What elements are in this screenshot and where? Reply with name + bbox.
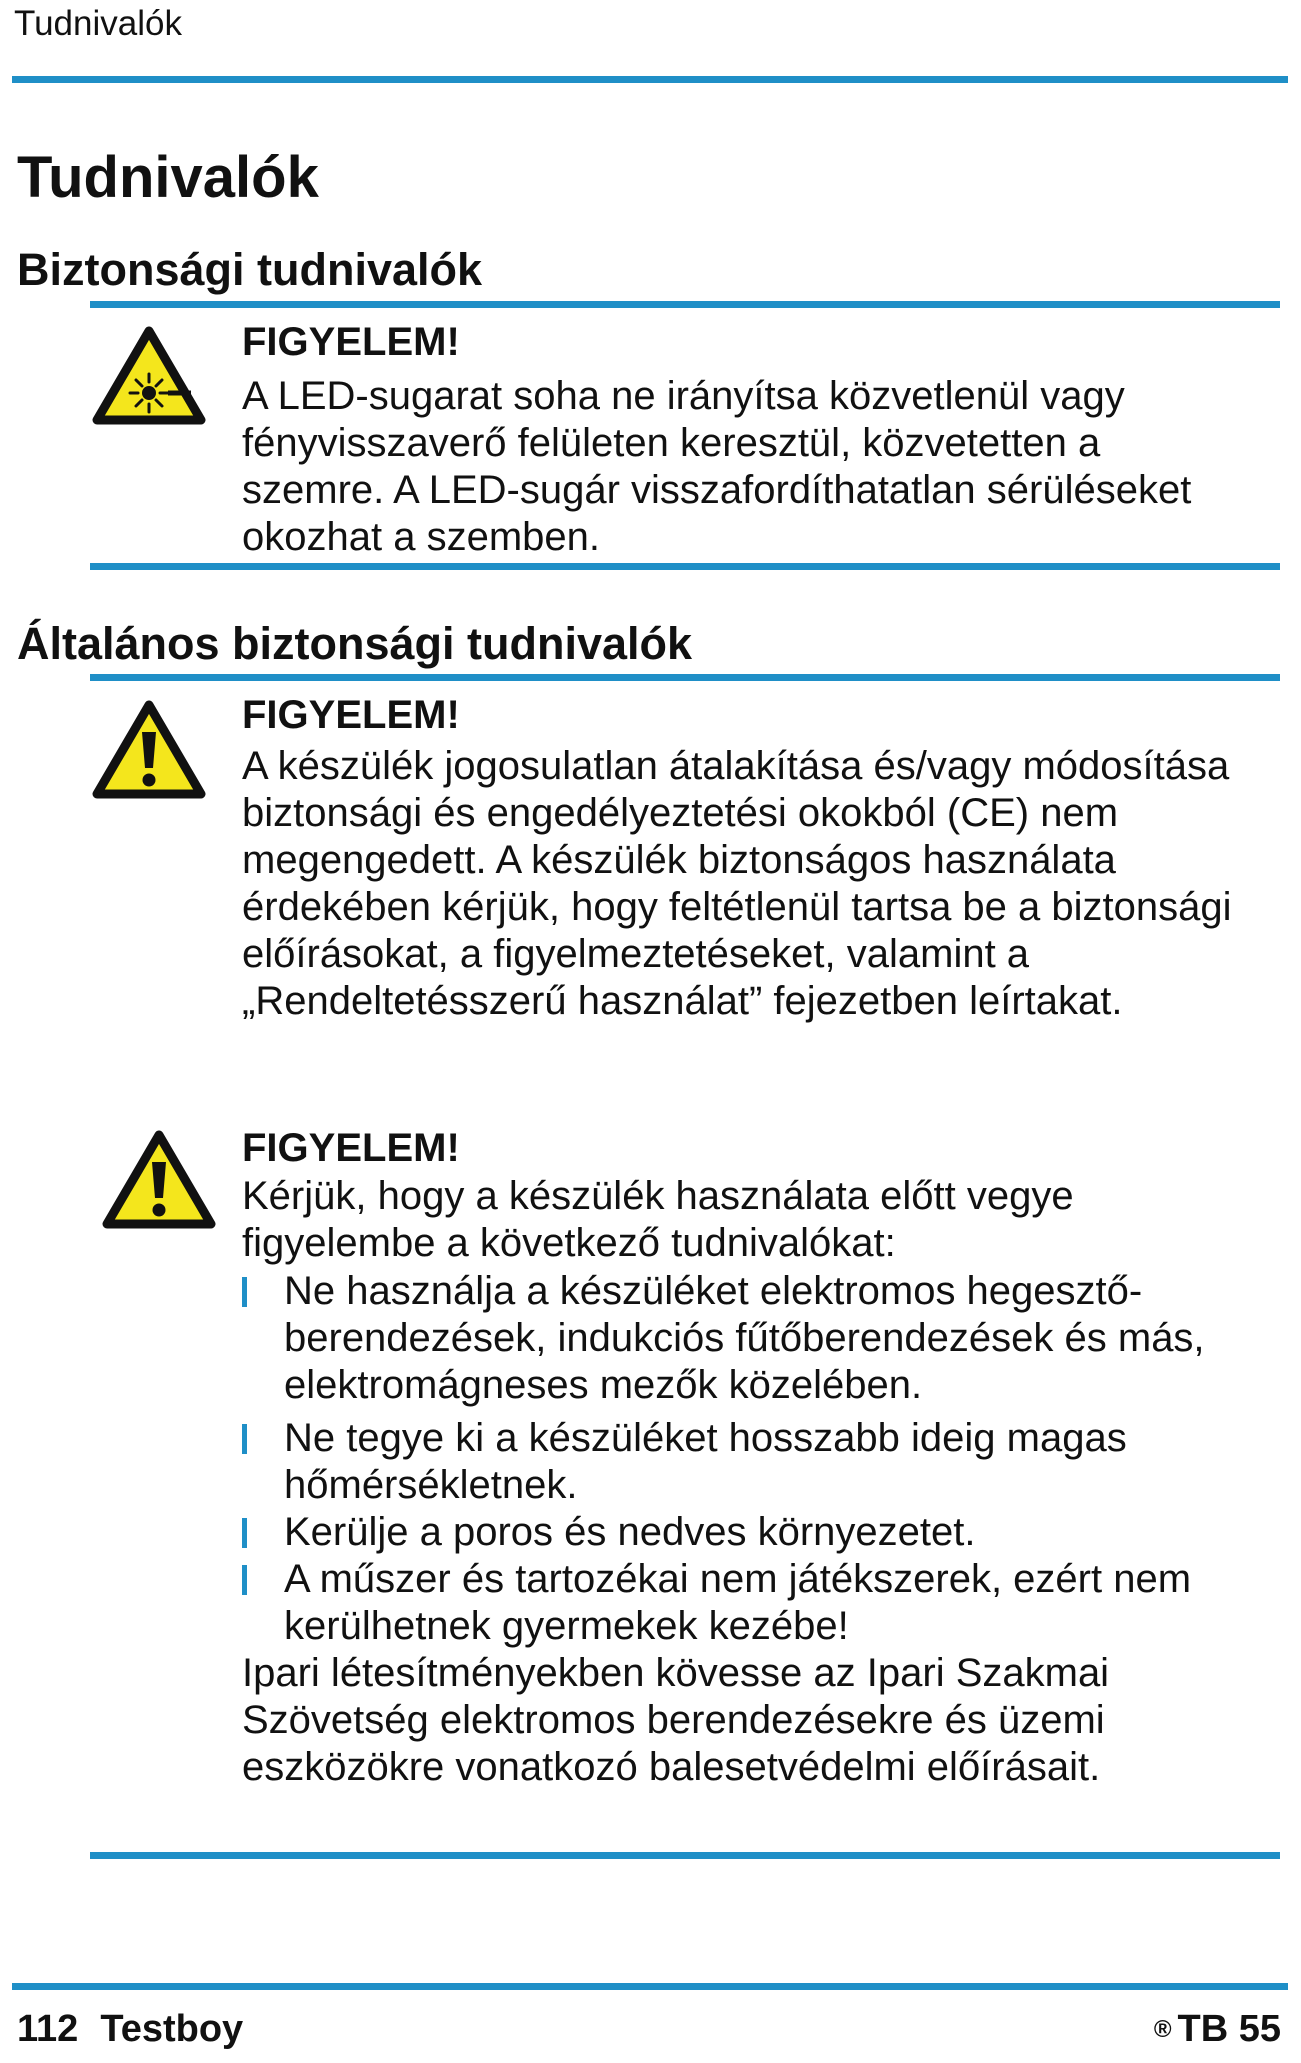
section-rule-general: [90, 674, 1280, 681]
list-item: [242, 1415, 1252, 1509]
section-rule-general-end: [90, 1852, 1280, 1859]
list-item-text: Ne használja a készüléket elektromos hegesztő-berendezések, indukciós fűtőberendezések és más, elektromágneses mezők közelében.: [284, 1269, 1205, 1407]
exclamation-warning-icon: [102, 1130, 216, 1230]
warning-heading-general-1: FIGYELEM!: [242, 693, 460, 737]
list-item: [242, 1556, 1252, 1650]
footer-rule: [12, 1983, 1288, 1990]
page-title: Tudnivalók: [17, 145, 319, 210]
header-rule: [12, 76, 1288, 83]
section-title-safety: Biztonsági tudnivalók: [17, 244, 483, 295]
section-rule-safety-end: [90, 563, 1280, 570]
bullet-marker: [242, 1424, 247, 1454]
page-number: 112: [17, 2008, 79, 2050]
brand-name: Testboy: [100, 2008, 244, 2050]
warning-outro-general-2: Ipari létesítményekben kövesse az Ipari Szakmai Szövetség elektromos berendezésekre és üzemi eszközökre vonatkozó balesetvédelmi előírásait.: [242, 1651, 1110, 1789]
warning-heading-general-2: FIGYELEM!: [242, 1126, 460, 1170]
model-name: TB 55: [1177, 2008, 1281, 2050]
list-item-text: A műszer és tartozékai nem játékszerek, ezért nem kerülhetnek gyermekek kezébe!: [284, 1557, 1192, 1648]
list-item: [242, 1268, 1252, 1409]
bullet-marker: [242, 1565, 247, 1595]
list-item-text: Ne tegye ki a készüléket hosszabb ideig magas hőmérsékletnek.: [284, 1416, 1127, 1507]
list-item-text: Kerülje a poros és nedves környezetet.: [284, 1510, 976, 1554]
warning-text-general-1: A készülék jogosulatlan átalakítása és/vagy módosítása biztonsági és engedélyeztetési okokból (CE) nem megengedett. A készülék biztonságos használata érdekében kérjük, hogy feltétlenül tartsa be a biztonsági előírásokat, a figyelmeztetéseket, valamint a „Rendeltetésszerű használat” fejezetben leírtakat.: [242, 744, 1232, 1023]
warning-intro-general-2: Kérjük, hogy a készülék használata előtt vegye figyelembe a következő tudnivalókat:: [242, 1174, 1074, 1265]
warning-heading-laser: FIGYELEM!: [242, 320, 460, 364]
footer-left: [17, 2008, 243, 2051]
registered-mark: ®: [1153, 2016, 1172, 2043]
running-head: Tudnivalók: [14, 4, 182, 43]
bullet-marker: [242, 1518, 247, 1548]
list-item: [242, 1509, 1252, 1556]
exclamation-warning-icon: [92, 700, 206, 800]
section-title-general: Általános biztonsági tudnivalók: [17, 618, 693, 669]
section-rule-safety: [90, 301, 1280, 308]
laser-warning-icon: [92, 326, 206, 426]
footer-right: [1154, 2008, 1281, 2051]
bullet-marker: [242, 1277, 247, 1307]
warning-text-laser: A LED-sugarat soha ne irányítsa közvetlenül vagy fényvisszaverő felületen keresztül, közvetetten a szemre. A LED-sugár visszafordíthatatlan sérüléseket okozhat a szemben.: [242, 374, 1192, 559]
